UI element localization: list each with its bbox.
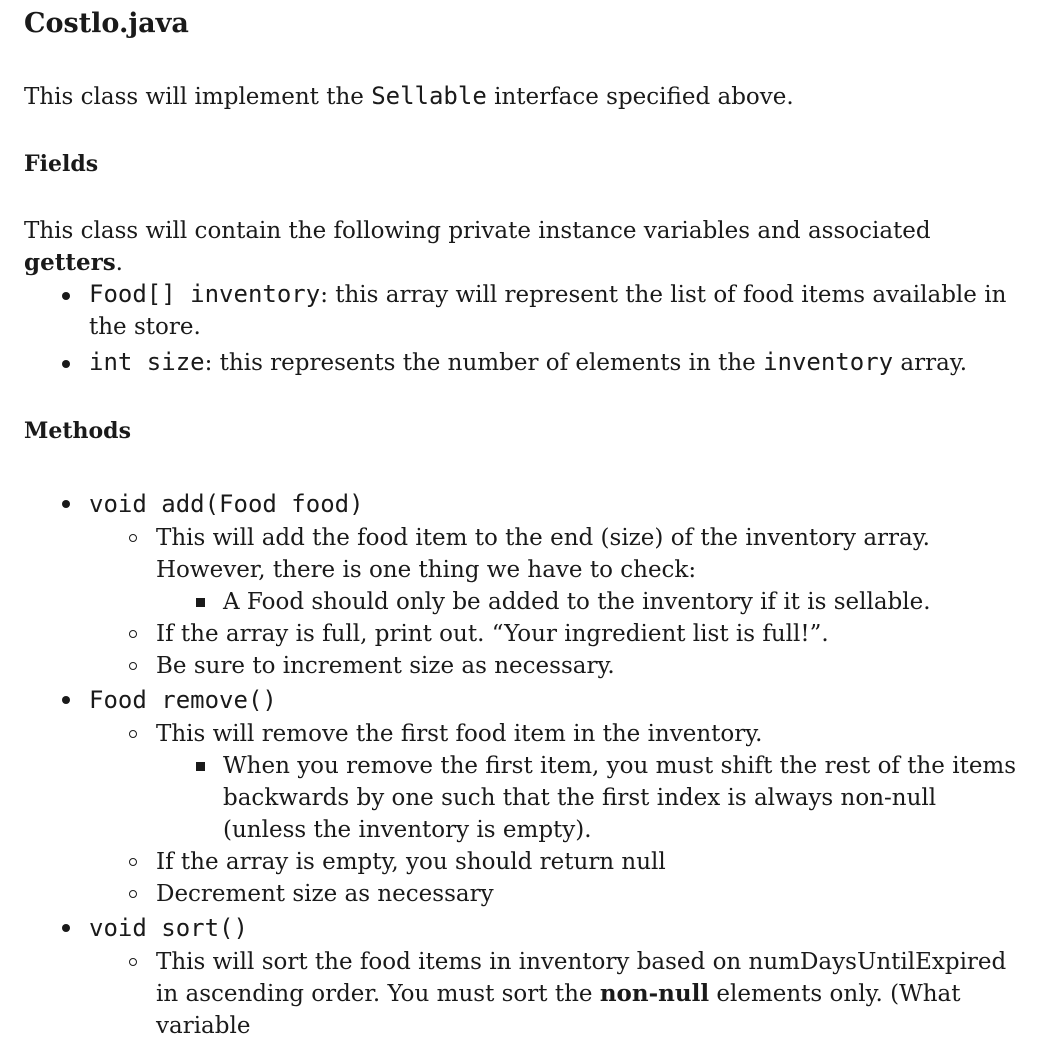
method-add-signature: void add(Food food) — [89, 490, 364, 518]
intro-prefix: This class will implement the — [24, 84, 372, 110]
intro-suffix: interface specified above. — [486, 84, 794, 110]
method-remove-detail-1 — [89, 718, 1024, 846]
field-item-size — [24, 346, 1024, 379]
method-add-detail-3: Be sure to increment size as necessary. — [89, 650, 1024, 682]
fields-description-suffix: . — [115, 250, 123, 276]
fields-description — [24, 215, 1024, 279]
method-add-detail-1 — [89, 522, 1024, 618]
method-sort-detail-1-bold: non-null — [599, 980, 710, 1007]
method-add-details — [89, 522, 1024, 682]
field-inventory-text: : this array will represent the list of food items available in the store. — [89, 282, 1007, 340]
fields-description-bold: getters — [24, 249, 116, 276]
method-remove-detail-2: If the array is empty, you should return null — [89, 846, 1024, 878]
field-size-text: : this represents the number of elements in the — [204, 350, 764, 376]
method-remove-detail-3: Decrement size as necessary — [89, 878, 1024, 910]
fields-heading: Fields — [24, 151, 99, 177]
method-remove-subdetail-1: When you remove the first item, you must shift the rest of the items backwards by one such that the first index is always non-null (unless the inventory is empty). — [156, 750, 1024, 846]
method-sort-details — [89, 946, 1024, 1042]
method-sort-detail-1-prefix: This will sort the food items in inventory based on numDaysUntilExpired in ascending order. You must sort the — [156, 949, 1007, 1007]
method-remove — [24, 682, 1024, 910]
method-sort-signature: void sort() — [89, 914, 248, 942]
field-inventory-code: Food[] inventory — [89, 280, 321, 308]
fields-description-prefix: This class will contain the following private instance variables and associated — [24, 218, 931, 244]
method-sort-detail-1-suffix: elements only. (What variable — [156, 981, 961, 1039]
methods-heading: Methods — [24, 418, 131, 444]
page-title: Costlo.java — [24, 8, 189, 39]
method-sort — [24, 910, 1024, 1042]
method-remove-details — [89, 718, 1024, 910]
method-add-detail-2: If the array is full, print out. “Your ingredient list is full!”. — [89, 618, 1024, 650]
method-remove-detail-1-text: This will remove the first food item in the inventory. — [156, 721, 763, 747]
fields-list — [24, 278, 1024, 379]
method-add-subdetails — [156, 586, 1024, 618]
intro-paragraph — [24, 80, 794, 113]
method-add — [24, 486, 1024, 682]
method-sort-detail-1 — [89, 946, 1024, 1042]
field-size-text2: array. — [893, 350, 968, 376]
field-size-code: int size — [89, 348, 205, 376]
field-size-code2: inventory — [763, 348, 894, 376]
method-remove-subdetails — [156, 750, 1024, 846]
method-add-detail-1-text: This will add the food item to the end (size) of the inventory array. However, there is one thing we have to check: — [156, 525, 930, 583]
methods-list — [24, 486, 1024, 1042]
intro-code: Sellable — [371, 82, 487, 110]
method-add-subdetail-1: A Food should only be added to the inventory if it is sellable. — [156, 586, 1024, 618]
field-item-inventory — [24, 278, 1024, 343]
method-remove-signature: Food remove() — [89, 686, 277, 714]
